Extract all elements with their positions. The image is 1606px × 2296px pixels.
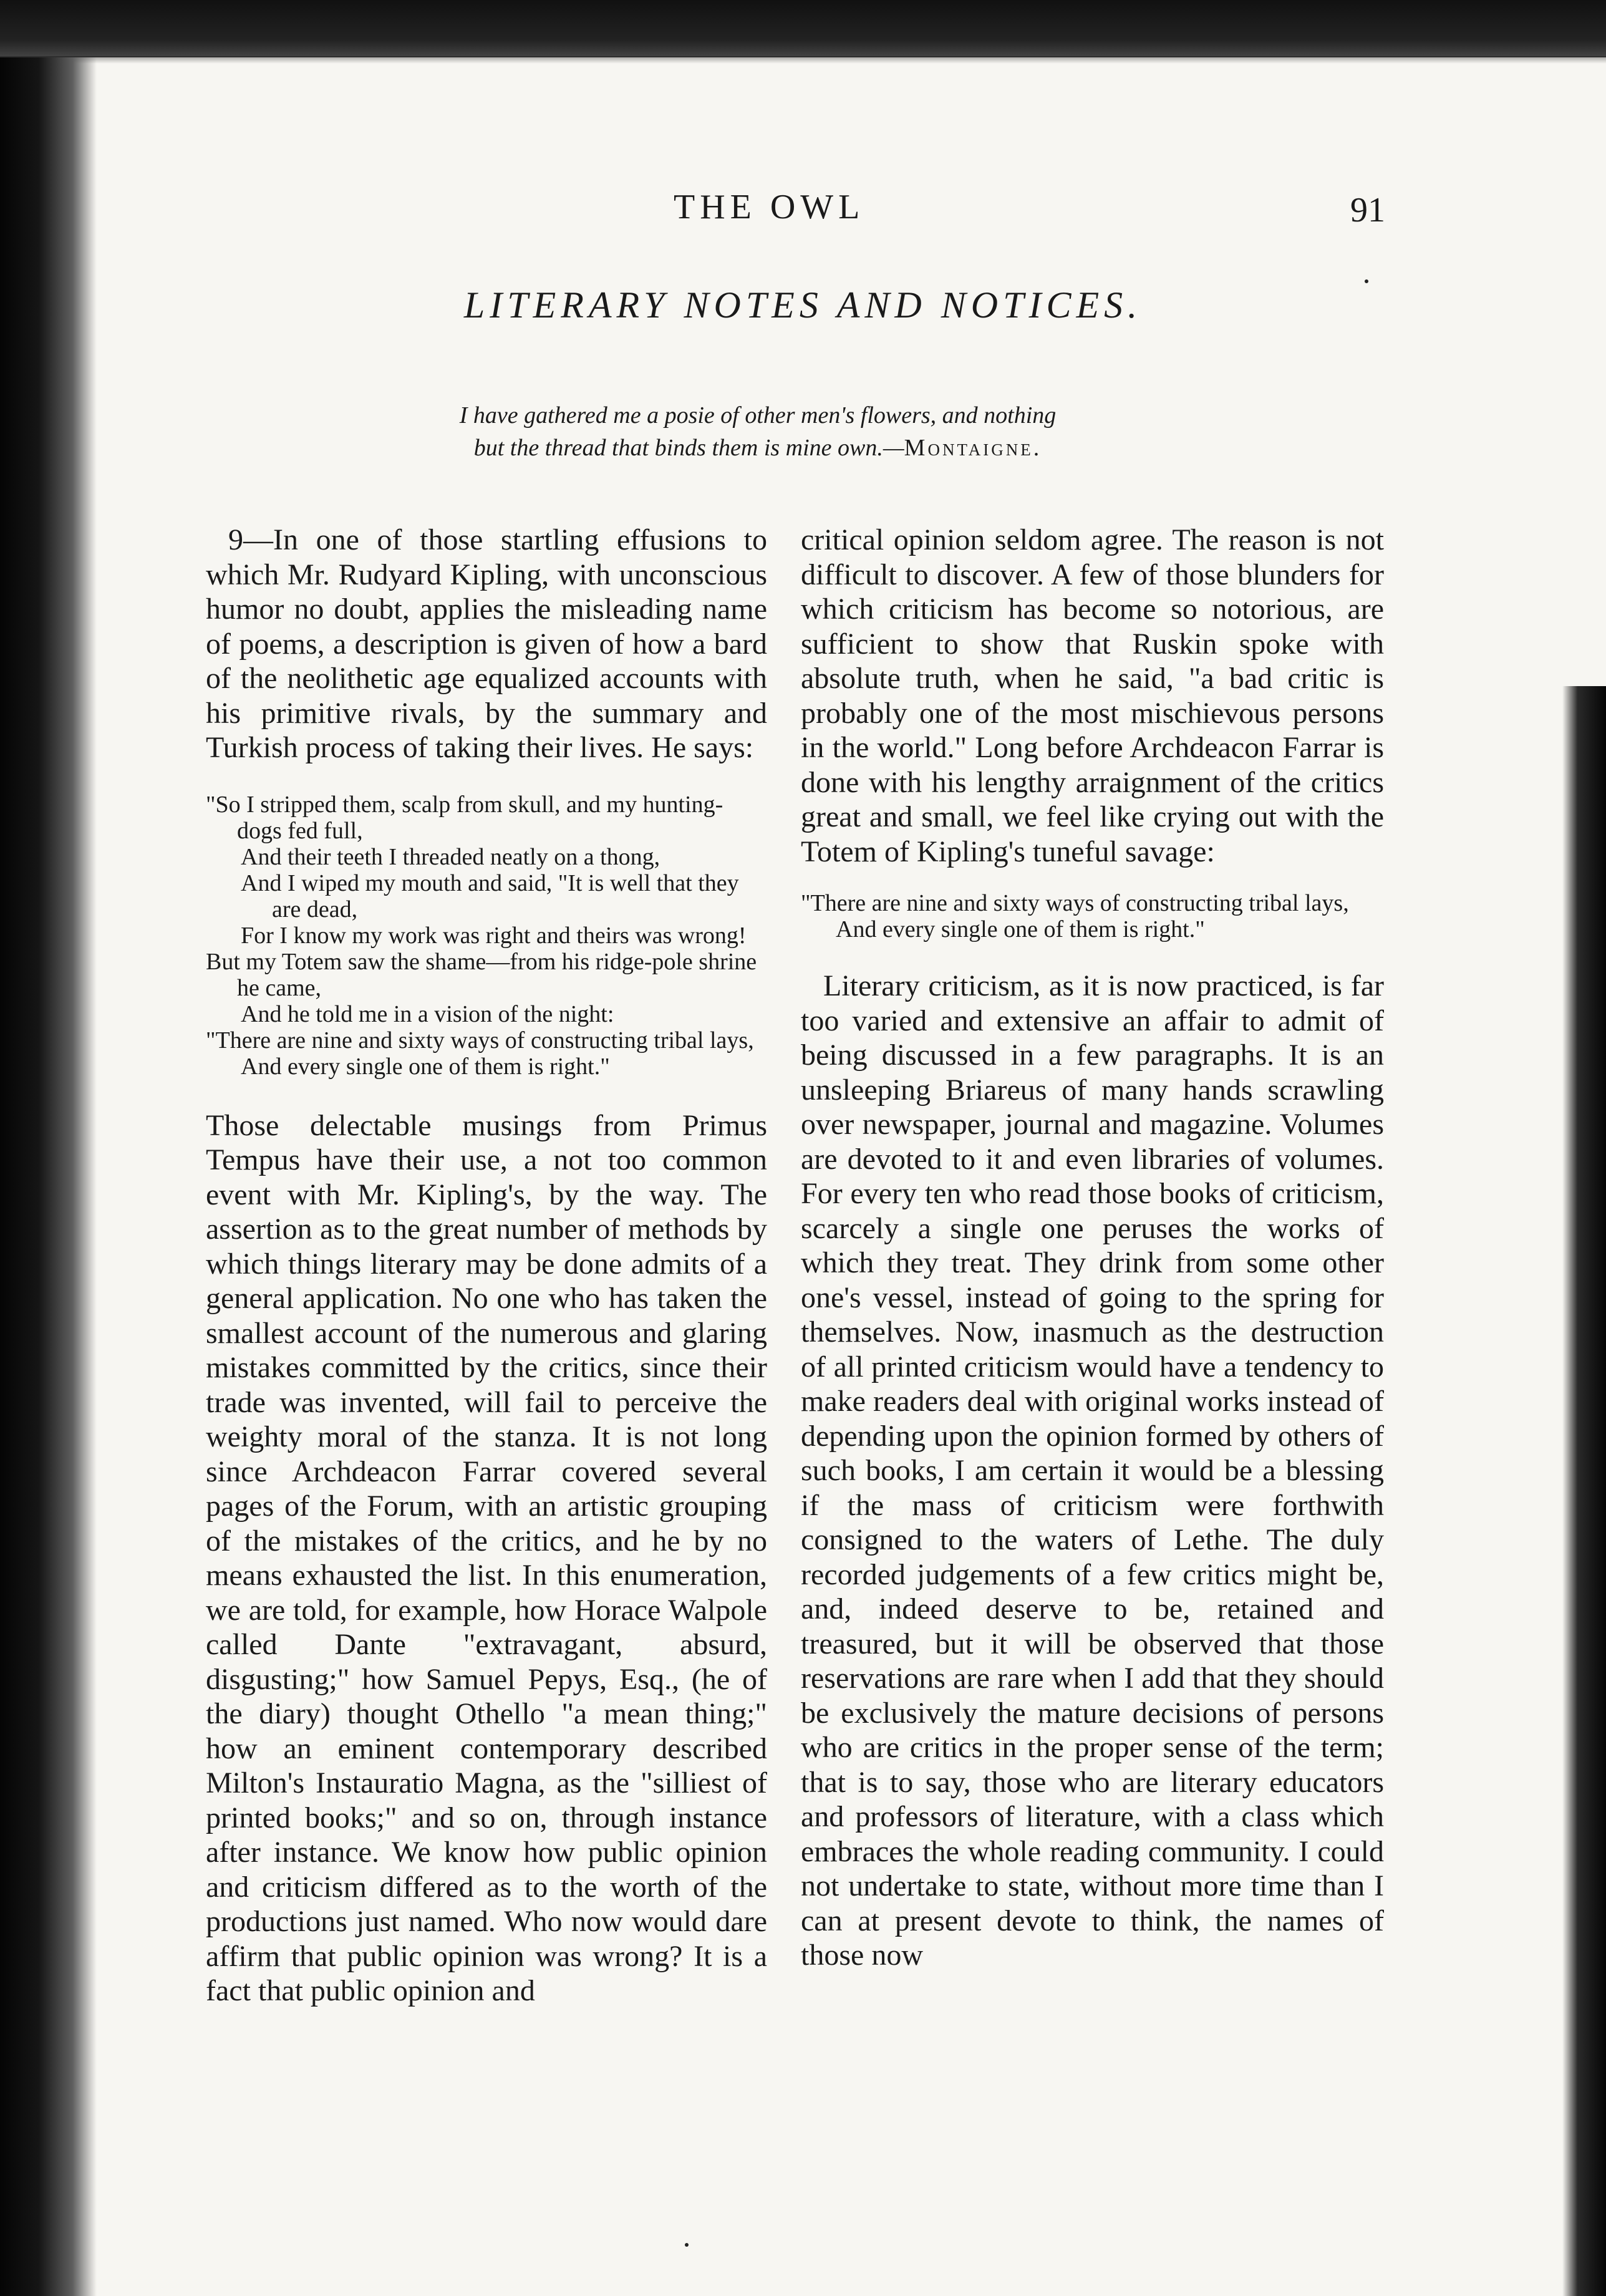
scan-speck xyxy=(1365,279,1368,283)
epigraph-line-2-text: but the thread that binds them is mine own.— xyxy=(473,435,904,461)
section-title: LITERARY NOTES AND NOTICES. xyxy=(463,284,1143,326)
poem-line: For I know my work was right and theirs was wrong! xyxy=(241,922,747,949)
right-paragraph-2: Literary criticism, as it is now practiced, is far too varied and extensive an affair to admit of being discussed in a few paragraphs. It is an unsleeping Briareus of many hands scrawling over newspaper, journal and magazine. Volumes are devoted to it and even libraries of volumes. For every ten who read those books of criticism, scarcely a single one peruses the works of which they treat. They drink from some other one's vessel, instead of going to the spring for themselves. Now, inasmuch as the destruction of all printed criticism would have a tendency to make readers deal with original works instead of depending upon the opinion formed by others of such books, I am certain it would be a blessing if the mass of criticism were forthwith consigned to the waters of Lethe. The duly recorded judgements of a few critics might be, and, indeed deserve to be, retained and treasured, but it will be observed that those reservations are rare when I add that they should be exclusively the mature decisions of persons who are critics in the proper sense of the term; that is to say, those who are literary educators and professors of literature, with a class which embraces the whole reading community. I could not undertake to state, without more time than I can at present devote to think, the names of those now xyxy=(801,969,1384,1972)
left-column xyxy=(206,523,767,2008)
left-paragraph-1: 9—In one of those startling effusions to which Mr. Rudyard Kipling, with unconscious humor no doubt, applies the misleading name of poems, a description is given of how a bard of the neolithetic age equalized accounts with his primitive rivals, by the summary and Turkish process of taking their lives. He says: xyxy=(206,523,767,764)
epigraph xyxy=(312,399,1204,464)
poem-line: And every single one of them is right." xyxy=(836,916,1205,942)
poem-line: And their teeth I threaded neatly on a thong, xyxy=(241,843,660,870)
poem-line: And I wiped my mouth and said, "It is well that they are dead, xyxy=(241,869,739,923)
scan-speck xyxy=(685,2243,689,2247)
epigraph-line-1: I have gathered me a posie of other men's flowers, and nothing xyxy=(459,402,1057,429)
epigraph-line-2 xyxy=(312,432,1204,464)
right-paragraph-1: critical opinion seldom agree. The reason is not difficult to discover. A few of those blunders for which criticism has become so notorious, are sufficient to show that Ruskin spoke with absolute truth, when he said, "a bad critic is probably one of the most mischievous persons in the world." Long before Archdeacon Farrar is done with his lengthy arraignment of the critics great and small, we feel like crying out with the Totem of Kipling's tuneful savage: xyxy=(801,523,1384,868)
epigraph-author: Montaigne. xyxy=(904,435,1042,461)
kipling-poem xyxy=(206,792,767,1080)
poem-line: And every single one of them is right." xyxy=(241,1053,610,1080)
left-paragraph-2: Those delectable musings from Primus Tempus have their use, a not too common event with Mr. Kipling's, by the way. The assertion as to the great number of methods by which things literary may be done admits of a general application. No one who has taken the smallest account of the numerous and glaring mistakes committed by the critics, since their trade was invented, will fail to perceive the weighty moral of the stanza. It is not long since Archdeacon Farrar covered several pages of the Forum, with an artistic grouping of the mistakes of the critics, and he by no means exhausted the list. In this enumeration, we are told, for example, how Horace Walpole called Dante "extravagant, absurd, disgusting;" how Samuel Pepys, Esq., (he of the diary) thought Othello "a mean thing;" how an eminent contemporary described Milton's Instauratio Magna, as the "silliest of printed books;" and so on, through instance after instance. We know how public opinion and criticism differed as to the worth of the productions just named. Who now would dare affirm that public opinion was wrong? It is a fact that public opinion and xyxy=(206,1108,767,2007)
right-column xyxy=(801,523,1384,1973)
scan-left-border xyxy=(0,57,97,2296)
page-number: 91 xyxy=(1350,191,1385,230)
poem-line: And he told me in a vision of the night: xyxy=(241,1000,614,1027)
scan-top-border xyxy=(0,0,1606,57)
poem-line: But my Totem saw the shame—from his ridge-pole shrine he came, xyxy=(206,948,757,1001)
poem-line: "There are nine and sixty ways of constructing tribal lays, xyxy=(206,1027,754,1054)
scan-right-border xyxy=(1562,686,1606,2296)
poem-line: "There are nine and sixty ways of constructing tribal lays, xyxy=(801,890,1349,916)
running-header: THE OWL xyxy=(674,188,865,226)
totem-couplet xyxy=(801,890,1384,942)
poem-line: "So I stripped them, scalp from skull, and my hunting-dogs fed full, xyxy=(206,791,723,844)
